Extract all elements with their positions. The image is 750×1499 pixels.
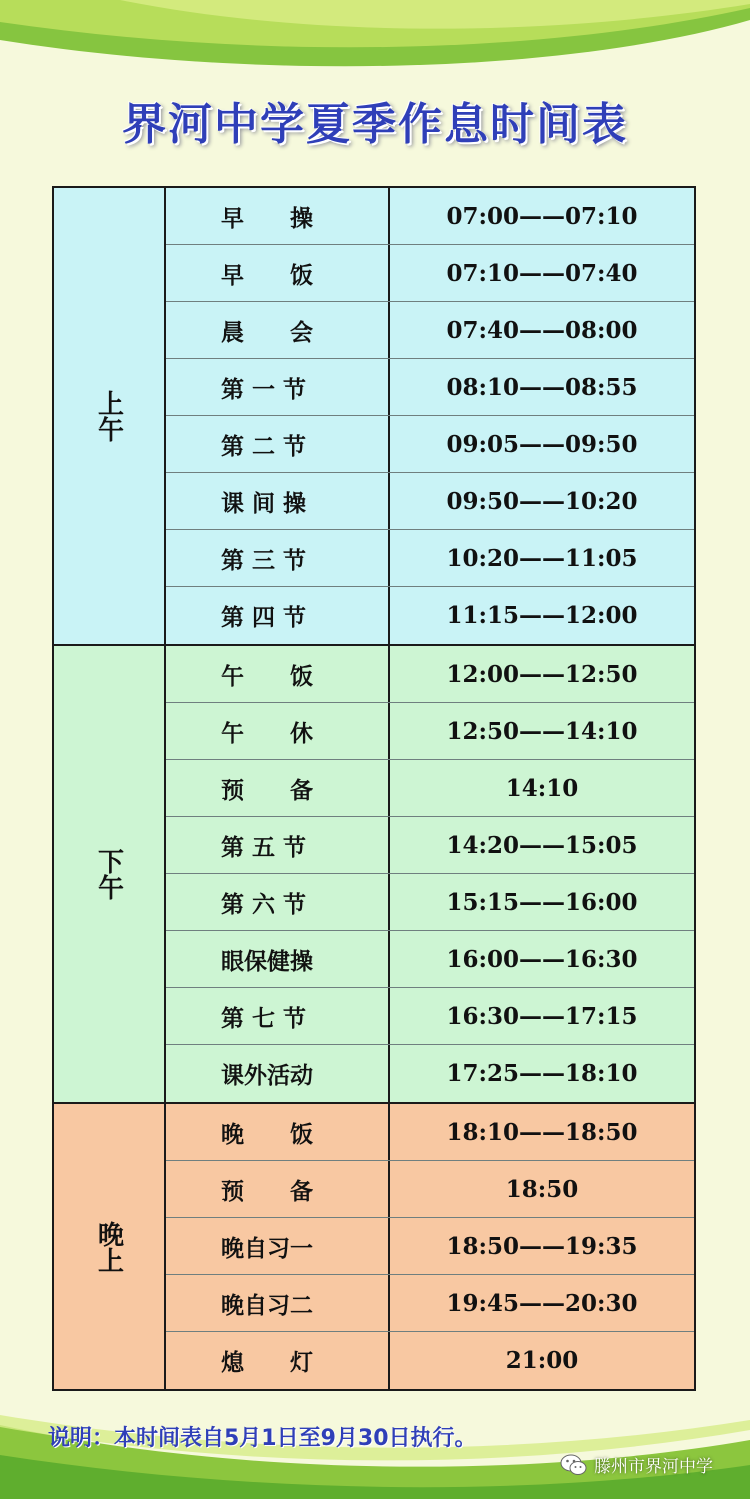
activity-time: 14:20——15:05 [446, 831, 638, 859]
activity-time: 09:05——09:50 [446, 430, 638, 458]
period-cell [54, 188, 166, 644]
period-label: 下午 [93, 848, 124, 900]
table-row [166, 473, 694, 530]
section-2 [54, 1104, 694, 1389]
activity-name: 第 三 节 [166, 530, 390, 586]
activity-name: 第 二 节 [166, 416, 390, 472]
activity-time: 09:50——10:20 [446, 487, 638, 515]
table-row [166, 931, 694, 988]
activity-name: 课外活动 [166, 1045, 390, 1102]
period-cell [54, 646, 166, 1102]
table-row [166, 988, 694, 1045]
activity-name: 晚自习一 [166, 1218, 390, 1274]
table-row [166, 874, 694, 931]
period-cell [54, 1104, 166, 1389]
activity-time: 18:50——19:35 [446, 1232, 638, 1260]
activity-time: 11:15——12:00 [446, 602, 638, 629]
activity-time: 19:45——20:30 [446, 1289, 638, 1317]
table-row [166, 1104, 694, 1161]
page-title: 界河中学夏季作息时间表 [122, 99, 628, 150]
table-row [166, 530, 694, 587]
schedule-table [52, 186, 696, 1391]
activity-name: 预 备 [166, 1161, 390, 1217]
activity-name: 午 休 [166, 703, 390, 759]
activity-name: 第 七 节 [166, 988, 390, 1044]
watermark-text: 滕州市界河中学 [594, 1457, 713, 1477]
activity-time: 15:15——16:00 [446, 888, 638, 916]
table-row [166, 302, 694, 359]
activity-name: 第 六 节 [166, 874, 390, 930]
section-rows [166, 646, 694, 1102]
activity-name: 课 间 操 [166, 473, 390, 529]
table-row [166, 188, 694, 245]
activity-time: 12:50——14:10 [446, 717, 638, 745]
table-row [166, 703, 694, 760]
table-row [166, 1218, 694, 1275]
table-row [166, 359, 694, 416]
section-1 [54, 646, 694, 1104]
activity-time: 07:40——08:00 [446, 316, 638, 344]
table-row [166, 1045, 694, 1102]
table-row [166, 1332, 694, 1389]
table-row [166, 416, 694, 473]
section-rows [166, 188, 694, 644]
activity-name: 眼保健操 [166, 931, 390, 987]
activity-name: 第 一 节 [166, 359, 390, 415]
activity-name: 早 操 [166, 188, 390, 244]
activity-time: 16:00——16:30 [446, 945, 638, 973]
activity-time: 18:50 [505, 1175, 579, 1203]
activity-name: 预 备 [166, 760, 390, 816]
table-row [166, 587, 694, 644]
activity-name: 第 四 节 [166, 587, 390, 644]
activity-name: 熄 灯 [166, 1332, 390, 1389]
activity-name: 早 饭 [166, 245, 390, 301]
activity-name: 晚自习二 [166, 1275, 390, 1331]
activity-time: 08:10——08:55 [446, 373, 638, 401]
activity-name: 晨 会 [166, 302, 390, 358]
activity-time: 14:10 [505, 774, 579, 802]
section-0 [54, 188, 694, 646]
section-rows [166, 1104, 694, 1389]
activity-time: 16:30——17:15 [446, 1002, 638, 1030]
watermark [560, 1452, 713, 1477]
activity-time: 18:10——18:50 [446, 1118, 638, 1146]
activity-time: 12:00——12:50 [446, 660, 638, 688]
period-label: 上午 [93, 390, 124, 442]
table-row [166, 817, 694, 874]
activity-name: 第 五 节 [166, 817, 390, 873]
activity-name: 晚 饭 [166, 1104, 390, 1160]
activity-time: 21:00 [505, 1347, 579, 1374]
note-text: 说明：本时间表自5月1日至9月30日执行。 [48, 1426, 477, 1451]
table-row [166, 760, 694, 817]
activity-time: 07:00——07:10 [446, 202, 638, 230]
wechat-icon [560, 1454, 588, 1476]
table-row [166, 1275, 694, 1332]
table-row [166, 245, 694, 302]
activity-time: 07:10——07:40 [446, 259, 638, 287]
table-row [166, 646, 694, 703]
activity-time: 10:20——11:05 [446, 544, 638, 572]
period-label: 晚上 [93, 1220, 124, 1273]
top-decoration [0, 0, 750, 95]
table-row [166, 1161, 694, 1218]
activity-name: 午 饭 [166, 646, 390, 702]
activity-time: 17:25——18:10 [446, 1060, 638, 1087]
